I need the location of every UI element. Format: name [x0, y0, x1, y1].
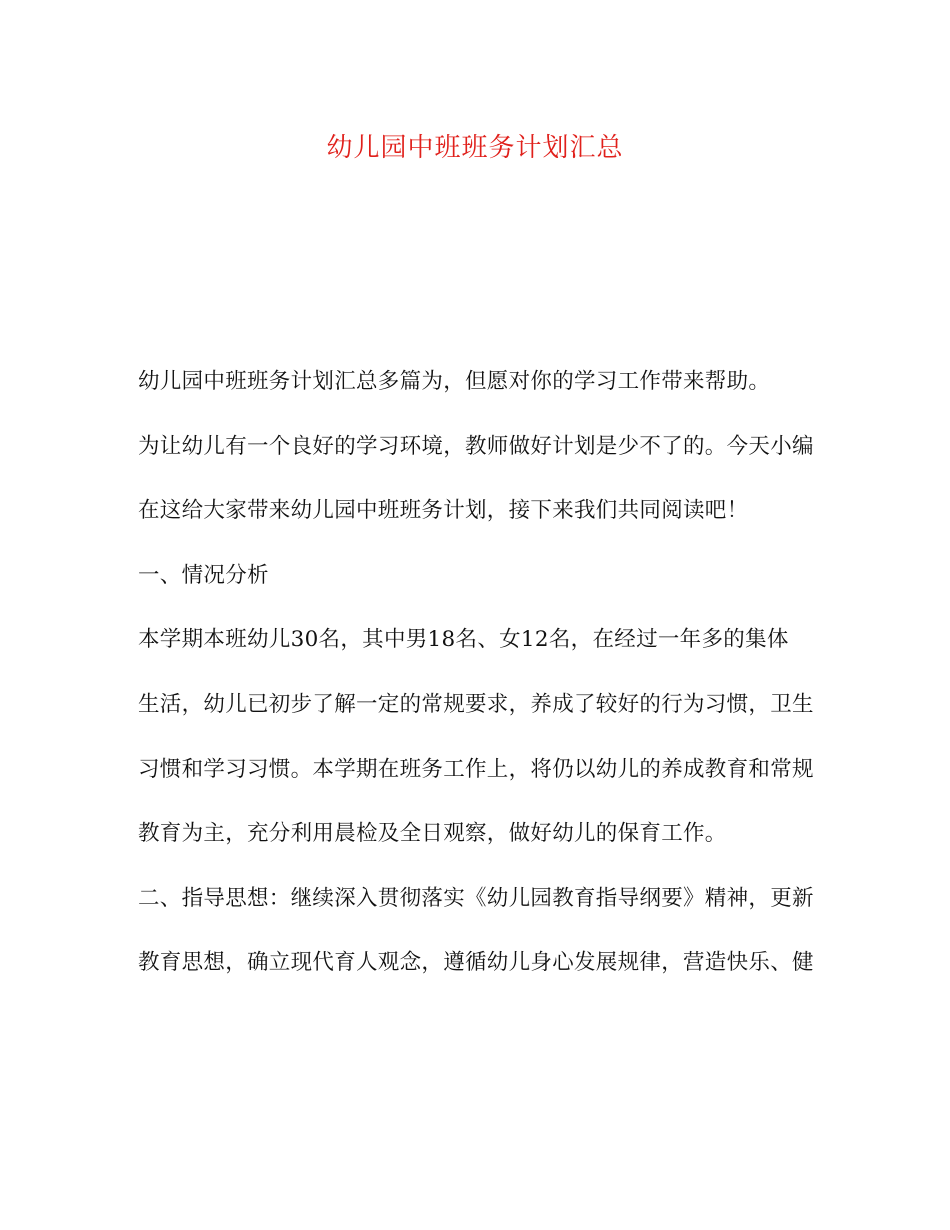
body-line: 教育思想，确立现代育人观念，遵循幼儿身心发展规律，营造快乐、健 [138, 950, 814, 976]
body-line: 在这给大家带来幼儿园中班班务计划，接下来我们共同阅读吧！ [138, 498, 749, 524]
document-body [138, 358, 818, 1004]
section-heading: 一、情况分析 [138, 562, 269, 588]
body-line: 幼儿园中班班务计划汇总多篇为，但愿对你的学习工作带来帮助。 [138, 369, 771, 394]
body-line: 教育为主，充分利用晨检及全日观察，做好幼儿的保育工作。 [138, 821, 727, 847]
body-line: 为让幼儿有一个良好的学习环境，教师做好计划是少不了的。今天小编 [138, 433, 814, 459]
body-line: 本学期本班幼儿30名，其中男18名、女12名，在经过一年多的集体 [138, 627, 789, 653]
body-line: 二、指导思想：继续深入贯彻落实《幼儿园教育指导纲要》精神，更新 [138, 885, 814, 911]
body-line: 习惯和学习习惯。本学期在班务工作上，将仍以幼儿的养成教育和常规 [138, 756, 814, 782]
document-title: 幼儿园中班班务计划汇总 [326, 133, 624, 163]
body-line: 生活，幼儿已初步了解一定的常规要求，养成了较好的行为习惯，卫生 [138, 691, 814, 717]
